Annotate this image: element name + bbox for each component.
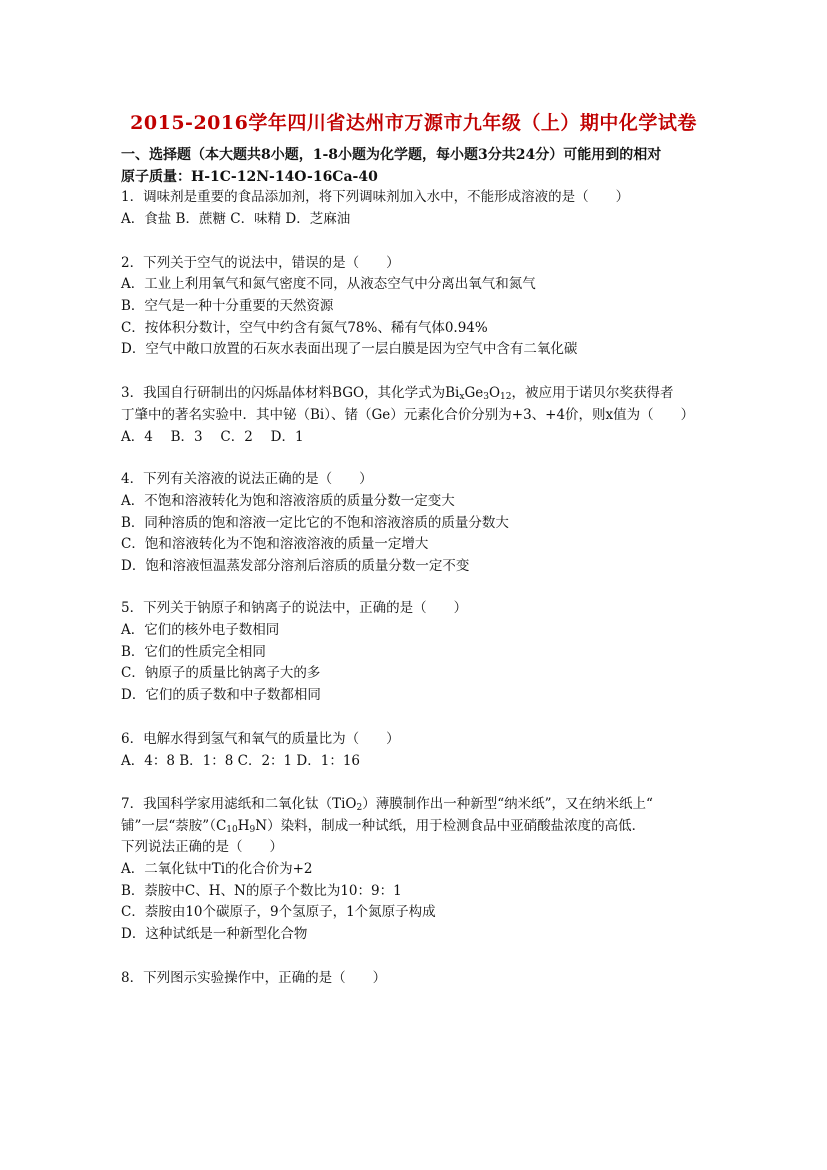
question-4-option-c: C．饱和溶液转化为不饱和溶液溶液的质量一定增大 [121,536,429,552]
question-3-options: A．4 B．3 C．2 D．1 [121,429,304,445]
question-4-option-b: B．同种溶质的饱和溶液一定比它的不饱和溶液溶质的质量分数大 [121,515,509,531]
tio2-subscript: 2 [356,803,363,813]
question-2-option-b: B．空气是一种十分重要的天然资源 [121,298,334,314]
h-subscript: 9 [249,825,256,835]
question-8-stem: 8．下列图示实验操作中，正确的是（ ） [121,970,387,986]
formula-ge-subscript: 3 [483,392,489,402]
question-3-text-post: ，被应用于诺贝尔奖获得者 [511,385,674,401]
question-1-stem: 1．调味剂是重要的食品添加剂，将下列调味剂加入水中，不能形成溶液的是（ ） [121,189,630,205]
c-subscript: 10 [226,825,238,835]
question-7-line2-post: N）染料，制成一种试纸，用于检测食品中亚硝酸盐浓度的高低． [255,818,646,834]
question-7-line1-post: ）薄膜制作出一种新型“纳米纸”，又在纳米纸上“ [362,796,653,812]
question-3-line1 [121,384,674,402]
question-6-stem: 6．电解水得到氢气和氧气的质量比为（ ） [121,731,400,747]
question-2-option-c: C．按体积分数计，空气中约含有氮气78%、稀有气体0.94% [121,320,488,336]
question-1-options: A．食盐 B．蔗糖 C．味精 D．芝麻油 [121,211,351,227]
formula-bi-subscript: x [459,392,465,402]
question-3-text-pre: 3．我国自行研制出的闪烁晶体材料BGO，其化学式为 [121,385,446,401]
question-5-option-c: C．钠原子的质量比钠离子大的多 [121,665,321,681]
question-7-line2 [121,817,645,835]
formula-bi: Bi [445,385,460,401]
question-7-line1-pre: 7．我国科学家用滤纸和二氧化钛（TiO [121,796,357,812]
question-7-line2-pre: 铺”一层“萘胺”（C [121,818,227,834]
question-4-option-d: D．饱和溶液恒温蒸发部分溶剂后溶质的质量分数一定不变 [121,558,470,574]
question-4-option-a: A．不饱和溶液转化为饱和溶液溶质的质量分数一定变大 [121,493,455,509]
question-2-option-a: A．工业上利用氧气和氮气密度不同，从液态空气中分离出氧气和氮气 [121,276,536,292]
section-heading-line1: 一、选择题（本大题共8小题，1-8小题为化学题，每小题3分共24分）可能用到的相对 [121,147,662,163]
question-2-stem: 2．下列关于空气的说法中，错误的是（ ） [121,255,400,271]
formula-o-subscript: 12 [500,392,512,402]
question-7-line3: 下列说法正确的是（ ） [121,839,283,855]
page-title: 2015-2016学年四川省达州市万源市九年级（上）期中化学试卷 [130,112,697,134]
section-heading-line2: 原子质量：H-1C-12N-14O-16Ca-40 [121,169,378,185]
formula-h: H [237,818,250,834]
question-7-option-c: C．萘胺由10个碳原子，9个氢原子，1个氮原子构成 [121,904,436,920]
question-5-option-b: B．它们的性质完全相同 [121,644,266,660]
question-5-stem: 5．下列关于钠原子和钠离子的说法中，正确的是（ ） [121,600,468,616]
question-7-line1 [121,795,653,813]
question-7-option-b: B．萘胺中C、H、N的原子个数比为10：9：1 [121,883,402,899]
question-2-option-d: D．空气中敞口放置的石灰水表面出现了一层白膜是因为空气中含有二氧化碳 [121,341,578,357]
question-7-option-a: A．二氧化钛中Ti的化合价为+2 [121,861,313,877]
question-6-options: A．4：8 B．1：8 C．2：1 D．1：16 [121,753,360,769]
question-3-line2: 丁肇中的著名实验中．其中铋（Bi）、锗（Ge）元素化合价分别为+3、+4价，则x值为（ ） [121,407,695,423]
question-4-stem: 4．下列有关溶液的说法正确的是（ ） [121,471,373,487]
question-5-option-d: D．它们的质子数和中子数都相同 [121,687,321,703]
formula-ge: Ge [464,385,484,401]
question-7-option-d: D．这种试纸是一种新型化合物 [121,926,308,942]
question-5-option-a: A．它们的核外电子数相同 [121,622,280,638]
formula-o: O [488,385,501,401]
